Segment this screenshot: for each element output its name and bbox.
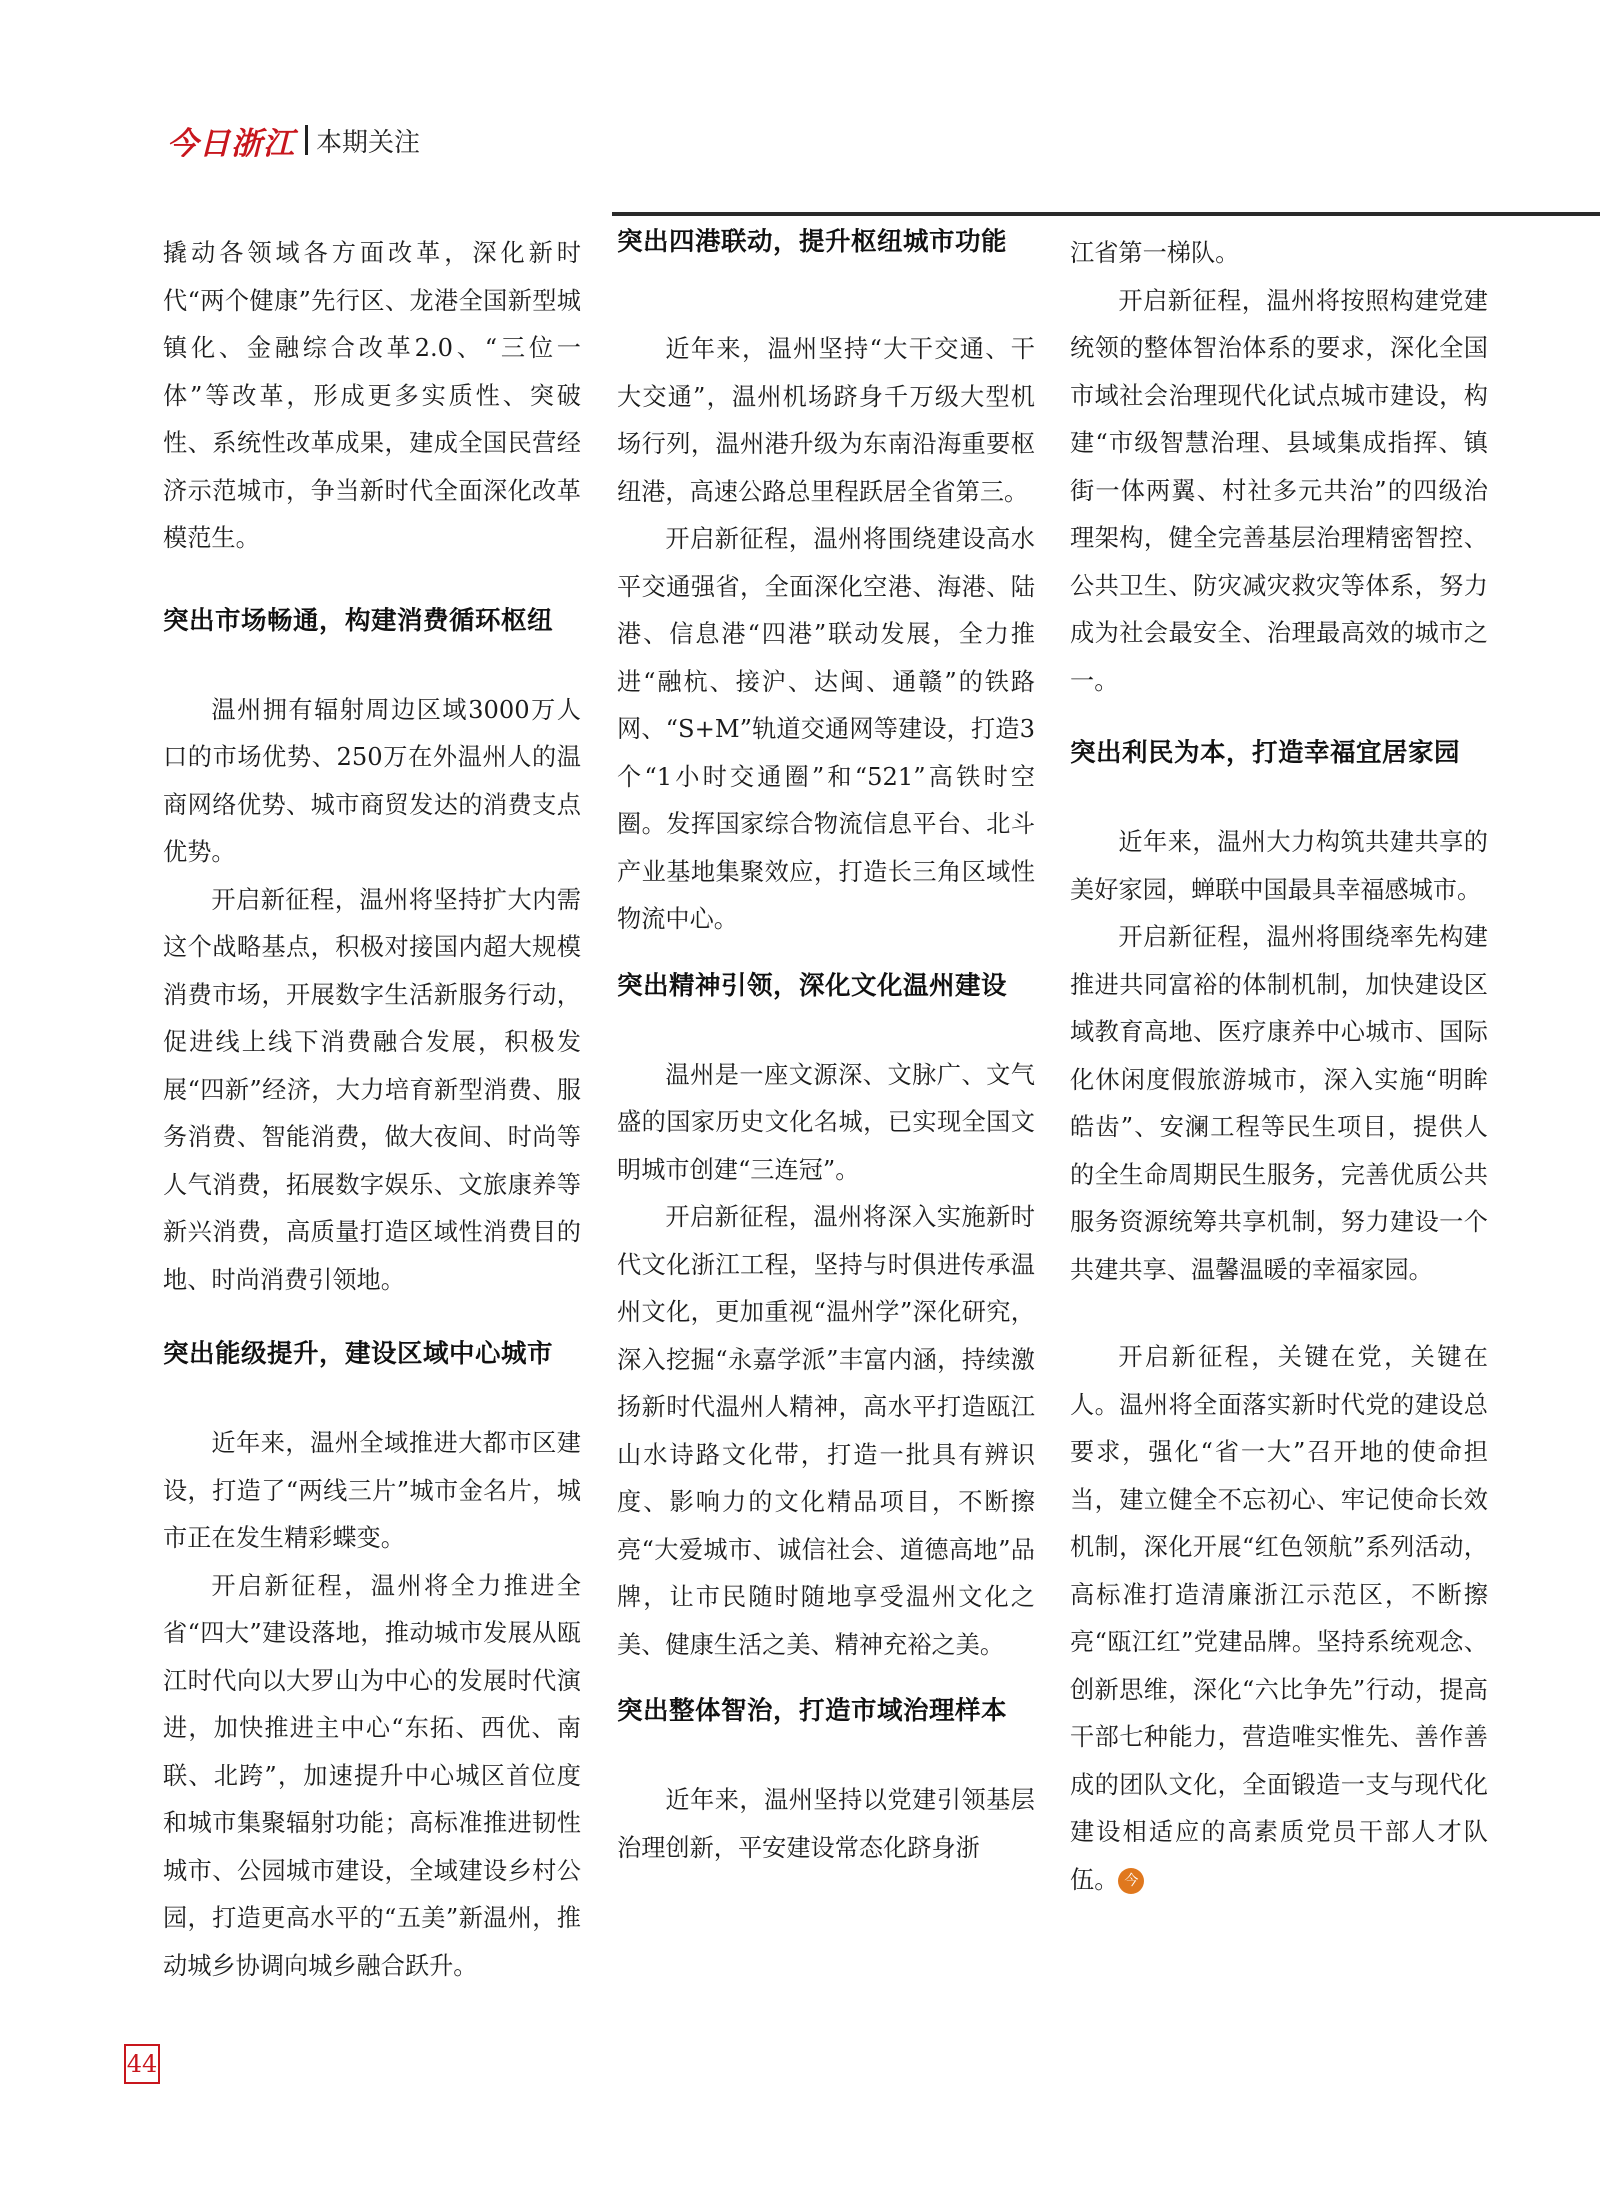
paragraph: 开启新征程，温州将深入实施新时代文化浙江工程，坚持与时俱进传承温州文化，更加重视“温州学”深化研究，深入挖掘“永嘉学派”丰富内涵，持续激扬新时代温州人精神，高水平打造瓯江山水诗路文化带，打造一批具有辨识度、影响力的文化精品项目，不断擦亮“大爱城市、诚信社会、道德高地”品牌，让市民随时随地享受温州文化之美、健康生活之美、精神充裕之美。 [617,1203,1035,1659]
paragraph: 开启新征程，温州将围绕建设高水平交通强省，全面深化空港、海港、陆港、信息港“四港”联动发展，全力推进“融杭、接沪、达闽、通赣”的铁路网、“S+M”轨道交通网等建设，打造3个“1小时交通圈”和“521”高铁时空圈。发挥国家综合物流信息平台、北斗产业基地集聚效应，打造长三角区域性物流中心。 [617,525,1035,933]
paragraph: 近年来，温州坚持“大干交通、干大交通”，温州机场跻身千万级大型机场行列，温州港升级为东南沿海重要枢纽港，高速公路总里程跃居全省第三。 [617,335,1035,506]
paragraph: 开启新征程，温州将按照构建党建统领的整体智治体系的要求，深化全国市域社会治理现代化试点城市建设，构建“市级智慧治理、县域集成指挥、镇街一体两翼、村社多元共治”的四级治理架构，健全完善基层治理精密智控、公共卫生、防灾减灾救灾等体系，努力成为社会最安全、治理最高效的城市之一。 [1070,286,1488,695]
page-header [167,120,420,160]
paragraph: 撬动各领域各方面改革，深化新时代“两个健康”先行区、龙港全国新型城镇化、金融综合改革2.0、“三位一体”等改革，形成更多实质性、突破性、系统性改革成果，建成全国民营经济示范城市，争当新时代全面深化改革模范生。 [163,239,581,552]
section-heading-culture: 突出精神引领，深化文化温州建设 [617,970,1008,1001]
top-rule [612,212,1600,216]
section-heading-market: 突出市场畅通，构建消费循环枢纽 [163,605,554,636]
section-heading-livelihood: 突出利民为本，打造幸福宜居家园 [1070,738,1461,768]
section-label: 本期关注 [316,127,421,158]
paragraph: 温州拥有辐射周边区域3000万人口的市场优势、250万在外温州人的温商网络优势、城市商贸发达的消费支点优势。 [163,695,581,866]
column-1 [163,230,581,1990]
section-heading-city-level: 突出能级提升，建设区域中心城市 [163,1339,554,1369]
column-2 [617,227,1035,1872]
page-number: 44 [124,2044,160,2084]
article-end-icon: 今 [1118,1868,1144,1894]
magazine-logo: 今日浙江 [167,125,295,162]
paragraph: 近年来，温州坚持以党建引领基层治理创新，平安建设常态化跻身浙 [617,1786,1035,1862]
paragraph: 开启新征程，温州将坚持扩大内需这个战略基点，积极对接国内超大规模消费市场，开展数字生活新服务行动，促进线上线下消费融合发展，积极发展“四新”经济，大力培育新型消费、服务消费、智能消费，做大夜间、时尚等人气消费，拓展数字娱乐、文旅康养等新兴消费，高质量打造区域性消费目的地、时尚消费引领地。 [163,885,581,1294]
paragraph-text: 开启新征程，关键在党，关键在人。温州将全面落实新时代党的建设总要求，强化“省一大”召开地的使命担当，建立健全不忘初心、牢记使命长效机制，深化开展“红色领航”系列活动，高标准打造清廉浙江示范区，不断擦亮“瓯江红”党建品牌。坚持系统观念、创新思维，深化“六比争先”行动，提高干部七种能力，营造唯实惟先、善作善成的团队文化，全面锻造一支与现代化建设相适应的高素质党员干部人才队伍。 [1070,1343,1488,1894]
paragraph: 开启新征程，温州将全力推进全省“四大”建设落地，推动城市发展从瓯江时代向以大罗山为中心的发展时代演进，加快推进主中心“东拓、西优、南联、北跨”，加速提升中心城区首位度和城市集聚辐射功能；高标准推进韧性城市、公园城市建设，全域建设乡村公园，打造更高水平的“五美”新温州，推动城乡协调向城乡融合跃升。 [163,1571,581,1980]
header-divider [305,125,308,155]
paragraph: 近年来，温州全域推进大都市区建设，打造了“两线三片”城市金名片，城市正在发生精彩蝶变。 [163,1429,581,1552]
paragraph [1070,1334,1488,1904]
paragraph: 温州是一座文源深、文脉广、文气盛的国家历史文化名城，已实现全国文明城市创建“三连冠”。 [617,1060,1035,1184]
paragraph: 近年来，温州大力构筑共建共享的美好家园，蝉联中国最具幸福感城市。 [1070,828,1488,904]
section-heading-four-ports: 突出四港联动，提升枢纽城市功能 [617,227,1008,257]
section-heading-governance: 突出整体智治，打造市域治理样本 [617,1696,1008,1726]
paragraph: 开启新征程，温州将围绕率先构建推进共同富裕的体制机制，加快建设区域教育高地、医疗康养中心城市、国际化休闲度假旅游城市，深入实施“明眸皓齿”、安澜工程等民生项目，提供人的全生命周期民生服务，完善优质公共服务资源统筹共享机制，努力建设一个共建共享、温馨温暖的幸福家园。 [1070,923,1488,1284]
paragraph: 江省第一梯队。 [1070,239,1240,267]
column-3 [1070,230,1488,1904]
